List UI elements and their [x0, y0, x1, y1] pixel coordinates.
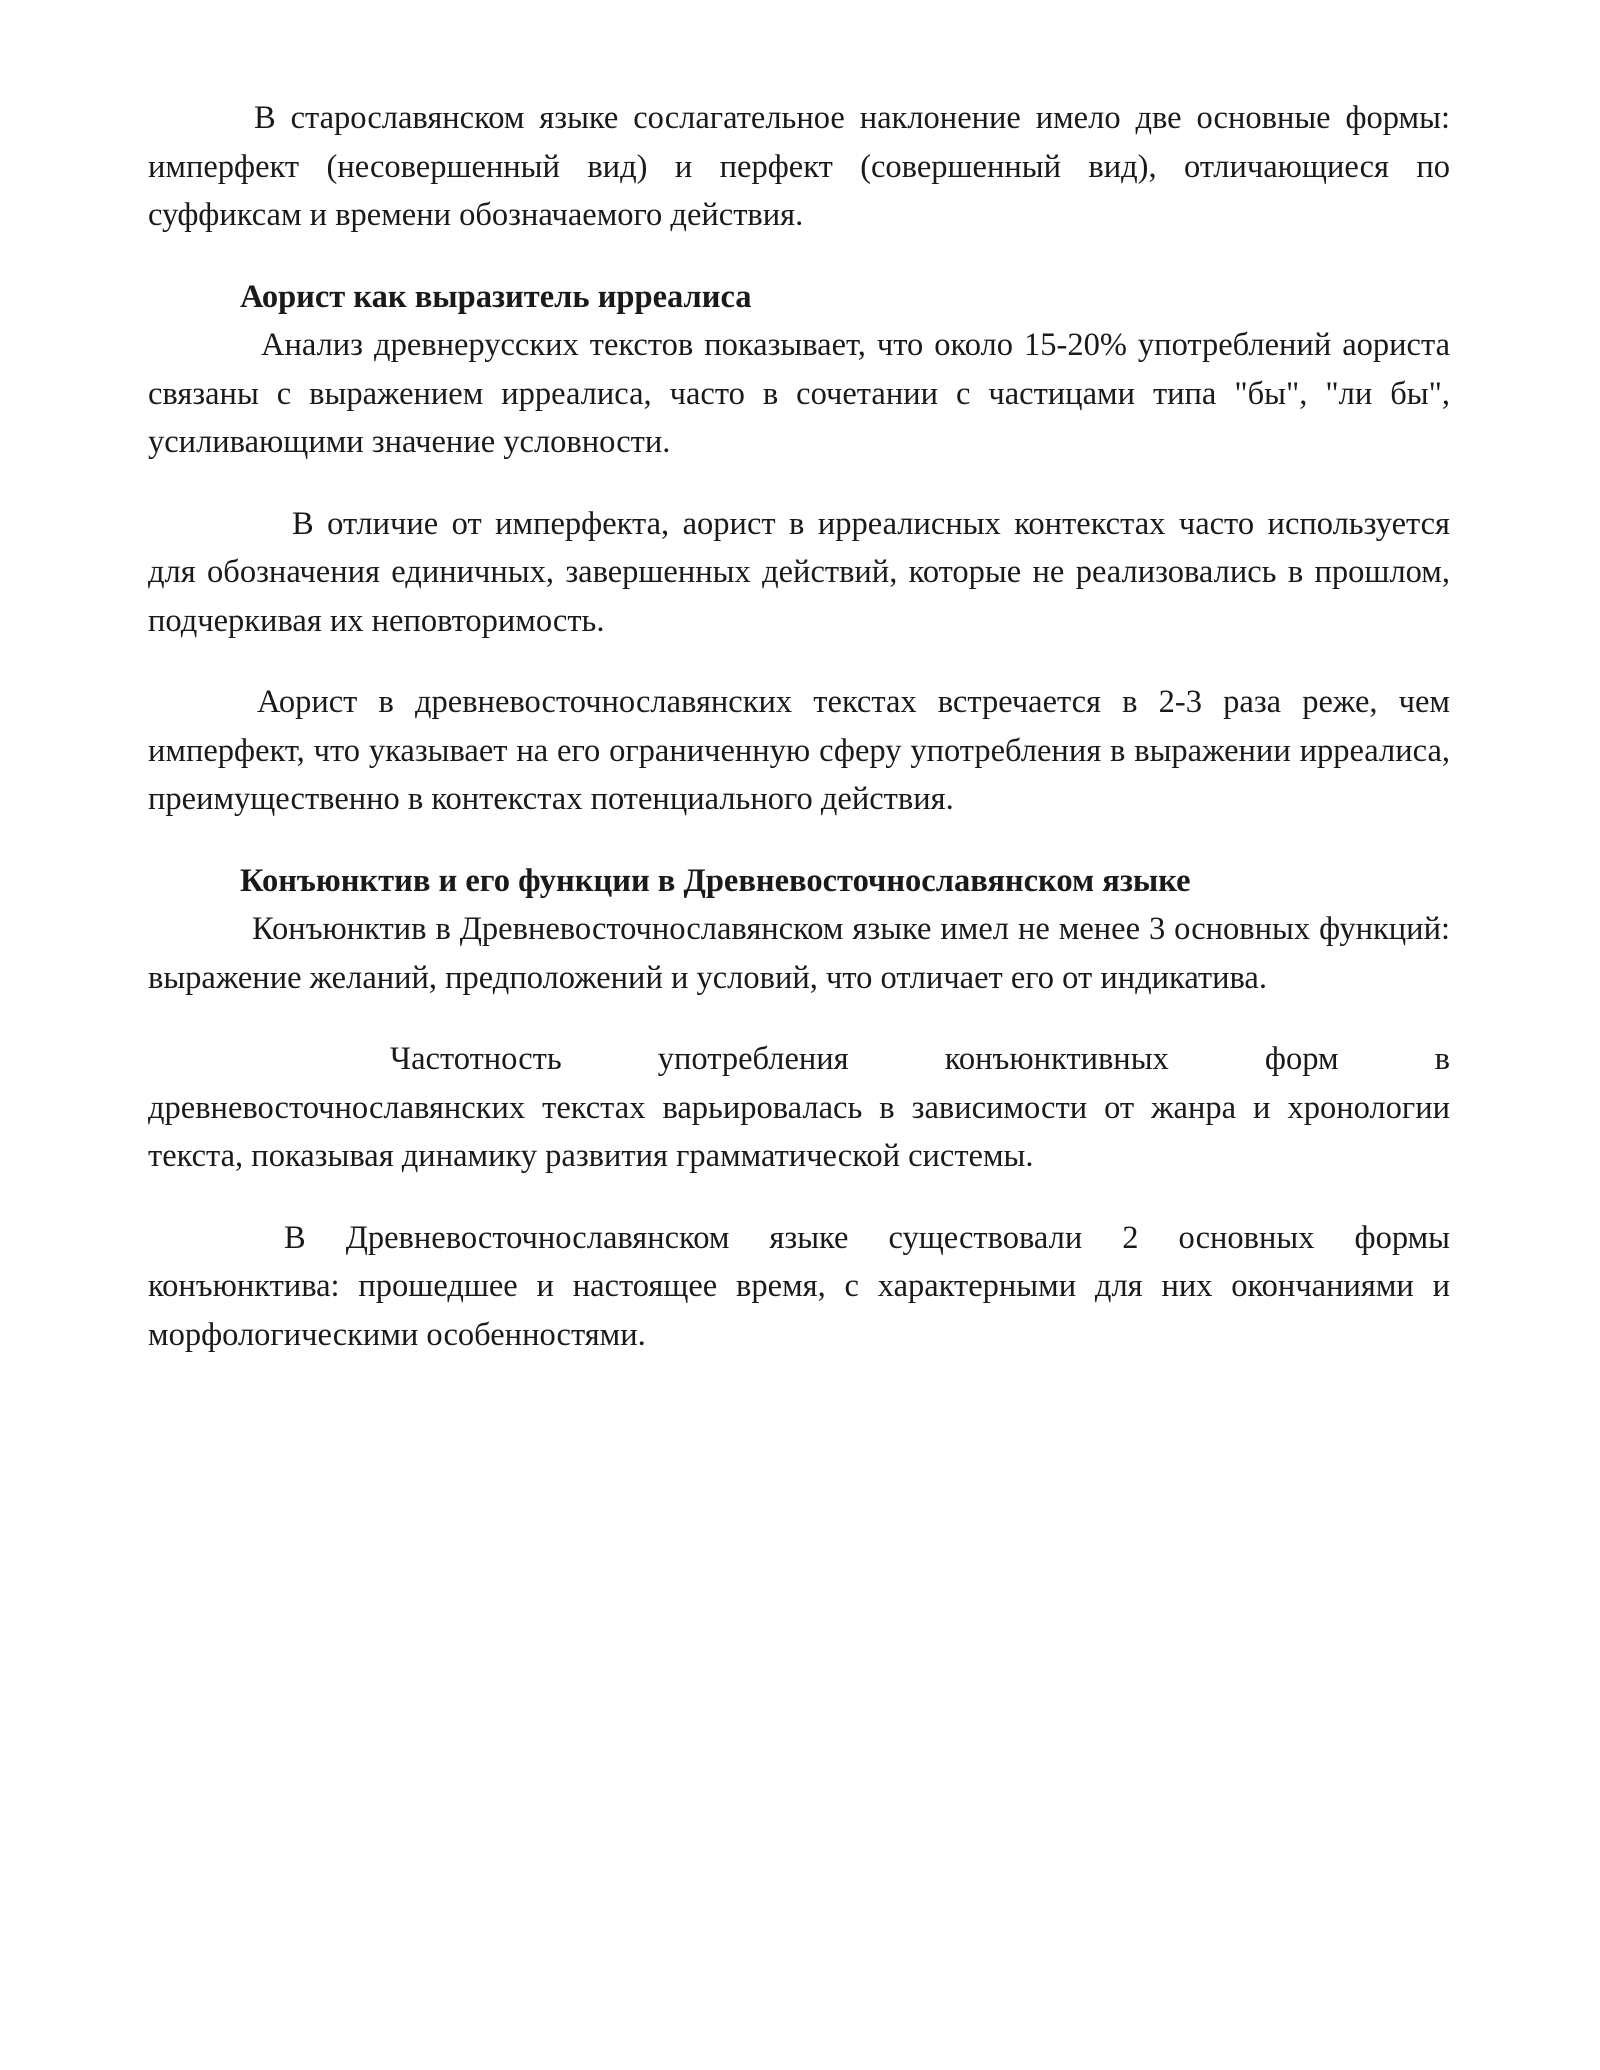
paragraph-conjunctive-functions: Конъюнктив в Древневосточнославянском языке имел не менее 3 основных функций: выражение желаний, предположений и условий, что отличает его от индикатива. [148, 911, 1450, 996]
paragraph-conjunctive-frequency: Частотность употребления конъюнктивных форм в древневосточнославянских текстах варьировалась в зависимости от жанра и хронологии текста, показывая динамику развития грамматической системы. [148, 1041, 1450, 1174]
section-heading-conjunctive: Конъюнктив и его функции в Древневосточнославянском языке [240, 862, 1191, 899]
paragraph-aorist-frequency: Аорист в древневосточнославянских текстах встречается в 2-3 раза реже, чем имперфект, что указывает на его ограниченную сферу употребления в выражении ирреалиса, преимущественно в контекстах потенциального действия. [148, 684, 1450, 817]
document-body [148, 94, 1450, 1359]
paragraph-intro: В старославянском языке сослагательное наклонение имело две основные формы: имперфект (несовершенный вид) и перфект (совершенный вид), отличающиеся по суффиксам и времени обозначаемого действия. [148, 100, 1450, 233]
paragraph-aorist-analysis: Анализ древнерусских текстов показывает, что около 15-20% употреблений аориста связаны с выражением ирреалиса, часто в сочетании с частицами типа "бы", "ли бы", усиливающими значение условности. [148, 327, 1450, 460]
section-heading-aorist: Аорист как выразитель ирреалиса [240, 278, 752, 315]
paragraph-aorist-contrast: В отличие от имперфекта, аорист в ирреалисных контекстах часто используется для обозначения единичных, завершенных действий, которые не реализовались в прошлом, подчеркивая их неповторимость. [148, 505, 1450, 639]
paragraph-conjunctive-forms: В Древневосточнославянском языке существовали 2 основных формы конъюнктива: прошедшее и настоящее время, с характерными для них окончаниями и морфологическими особенностями. [148, 1219, 1450, 1353]
